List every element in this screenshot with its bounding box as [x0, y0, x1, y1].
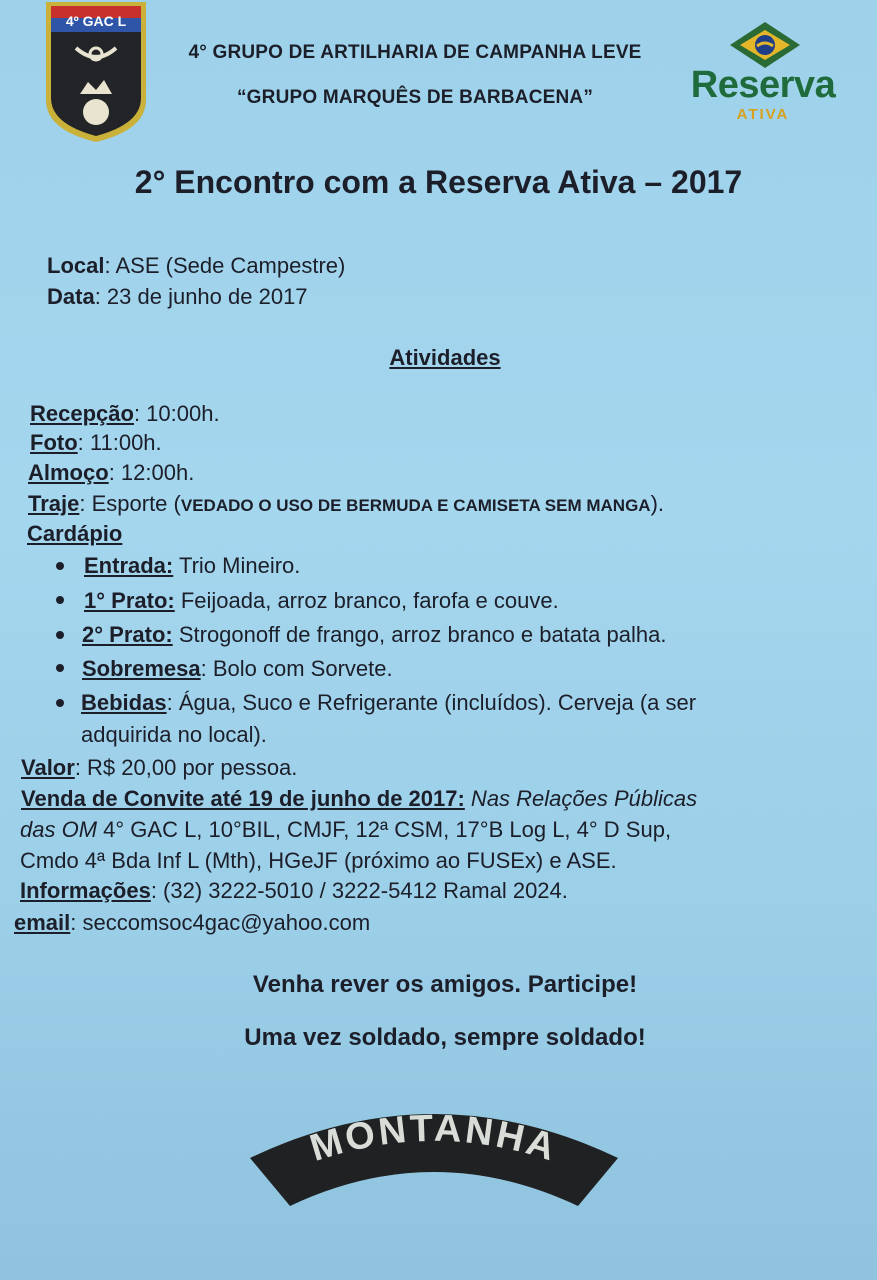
closing-line-2: Uma vez soldado, sempre soldado! — [244, 1024, 646, 1051]
menu-value: Feijoada, arroz branco, farofa e couve. — [174, 588, 559, 613]
menu-label: Sobremesa — [82, 656, 201, 681]
menu-label: 2° Prato: — [82, 622, 173, 647]
activity-value: : 11:00h. — [77, 430, 162, 455]
emblem-text: 4º GAC L — [65, 13, 127, 29]
traje-line — [28, 491, 664, 517]
venda-line-3: Cmdo 4ª Bda Inf L (Mth), HGeJF (próximo ao FUSEx) e ASE. — [20, 848, 617, 873]
unit-emblem-icon — [42, 0, 150, 144]
informacoes-line — [20, 878, 568, 904]
handshake-icon — [728, 20, 802, 70]
traje-end: ). — [650, 491, 665, 516]
venda-line-2 — [20, 817, 671, 843]
activity-row — [30, 430, 162, 456]
data-label: Data — [47, 284, 95, 309]
activity-value: : 12:00h. — [108, 460, 195, 485]
valor-value: : R$ 20,00 por pessoa. — [74, 755, 298, 780]
activity-label: Almoço — [28, 460, 109, 485]
email-label: email — [14, 910, 71, 935]
menu-value: Strogonoff de frango, arroz branco e batata palha. — [172, 622, 667, 647]
data-line — [47, 284, 308, 310]
logo-subtitle: ATIVA — [736, 106, 790, 123]
page-title: 2° Encontro com a Reserva Ativa – 2017 — [134, 164, 743, 200]
header-line-1: 4° GRUPO DE ARTILHARIA DE CAMPANHA LEVE — [188, 42, 642, 63]
cardapio-title: Cardápio — [27, 521, 123, 546]
valor-label: Valor — [21, 755, 75, 780]
venda-rest-2: 4° GAC L, 10°BIL, CMJF, 12ª CSM, 17°B Log L, 4° D Sup, — [97, 817, 672, 842]
logo-word: Reserva — [690, 64, 836, 106]
informacoes-label: Informações — [20, 878, 151, 903]
bullet-icon — [56, 664, 64, 672]
montanha-badge — [248, 1088, 620, 1210]
menu-item — [82, 656, 393, 682]
venda-italic-2: das OM — [20, 817, 98, 842]
activity-row — [28, 460, 194, 486]
email-line — [14, 910, 370, 936]
venda-line-1 — [21, 786, 697, 812]
atividades-title: Atividades — [389, 345, 501, 370]
badge-text: MONTANHA — [305, 1107, 563, 1170]
activity-value: : 10:00h. — [133, 401, 220, 426]
bullet-icon — [56, 699, 64, 707]
reserva-ativa-logo — [684, 20, 844, 123]
menu-item — [81, 690, 696, 716]
activity-row — [30, 401, 220, 427]
menu-item — [84, 588, 559, 614]
email-value: : seccomsoc4gac@yahoo.com — [70, 910, 371, 935]
menu-label: Entrada: — [84, 553, 174, 578]
traje-restriction: VEDADO O USO DE BERMUDA E CAMISETA SEM MANGA — [180, 496, 651, 515]
local-line — [47, 253, 345, 279]
header-line-2: “GRUPO MARQUÊS DE BARBACENA” — [236, 87, 594, 108]
traje-value: : Esporte ( — [79, 491, 181, 516]
bullet-icon — [56, 631, 64, 639]
menu-label: Bebidas — [81, 690, 167, 715]
menu-value: Trio Mineiro. — [173, 553, 301, 578]
local-label: Local — [47, 253, 105, 278]
menu-value-continued: adquirida no local). — [81, 722, 267, 747]
data-value: : 23 de junho de 2017 — [94, 284, 308, 309]
menu-item — [84, 553, 300, 579]
bullet-icon — [56, 562, 64, 570]
closing-line-1: Venha rever os amigos. Participe! — [252, 971, 638, 998]
menu-value: : Bolo com Sorvete. — [200, 656, 393, 681]
venda-label: Venda de Convite até 19 de junho de 2017: — [21, 786, 465, 811]
menu-item — [82, 622, 666, 648]
valor-line — [21, 755, 297, 781]
activity-label: Foto — [30, 430, 78, 455]
venda-italic-1: Nas Relações Públicas — [464, 786, 698, 811]
menu-label: 1° Prato: — [84, 588, 175, 613]
traje-label: Traje — [28, 491, 80, 516]
menu-value: : Água, Suco e Refrigerante (incluídos). Cerveja (a ser — [166, 690, 697, 715]
informacoes-value: : (32) 3222-5010 / 3222-5412 Ramal 2024. — [150, 878, 568, 903]
activity-label: Recepção — [30, 401, 134, 426]
local-value: : ASE (Sede Campestre) — [104, 253, 346, 278]
bullet-icon — [56, 596, 64, 604]
